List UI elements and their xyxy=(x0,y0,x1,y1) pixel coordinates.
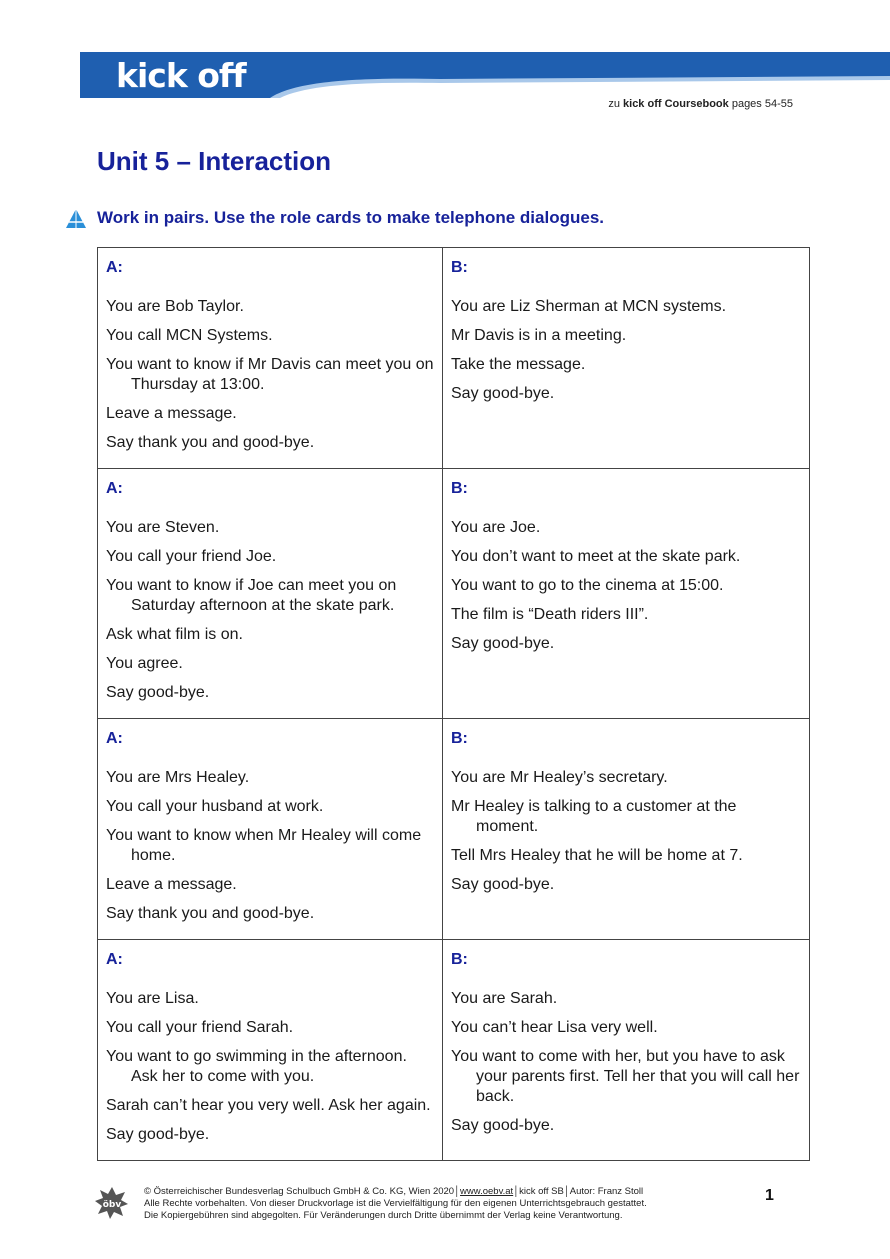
role-instruction: Say thank you and good-bye. xyxy=(106,905,315,922)
role-instruction: You want to come with her, but you have to ask your parents first. Tell her that you will call her back. xyxy=(451,1048,800,1105)
role-instruction: You can’t hear Lisa very well. xyxy=(451,1019,658,1036)
role-instruction: You want to go to the cinema at 15:00. xyxy=(451,577,724,594)
page-number: 1 xyxy=(765,1187,774,1204)
role-label: B: xyxy=(451,480,468,497)
role-card-a xyxy=(98,940,443,1161)
role-instruction: You call your friend Sarah. xyxy=(106,1019,294,1036)
publisher-link[interactable]: www.oebv.at xyxy=(460,1186,514,1197)
card-row xyxy=(98,469,810,719)
role-label: A: xyxy=(106,951,123,968)
role-instruction: Say good-bye. xyxy=(106,1126,210,1143)
card-row xyxy=(98,719,810,940)
role-instruction: You are Lisa. xyxy=(106,990,199,1007)
role-card-a xyxy=(98,248,443,469)
role-label: B: xyxy=(451,730,468,747)
role-card-a xyxy=(98,469,443,719)
svg-text:öbv: öbv xyxy=(102,1200,122,1210)
role-card-b xyxy=(443,469,810,719)
role-instruction: You want to go swimming in the afternoon. Ask her to come with you. xyxy=(106,1048,407,1085)
role-instruction: You want to know when Mr Healey will come home. xyxy=(106,827,422,864)
role-instruction: You are Mr Healey’s secretary. xyxy=(451,769,668,786)
role-instruction: You are Joe. xyxy=(451,519,541,536)
card-row xyxy=(98,940,810,1161)
role-instruction: Sarah can’t hear you very well. Ask her again. xyxy=(106,1097,431,1114)
role-instruction: You are Bob Taylor. xyxy=(106,298,244,315)
role-instruction: Say good-bye. xyxy=(451,1117,555,1134)
role-instruction: Say good-bye. xyxy=(451,876,555,893)
role-label: A: xyxy=(106,480,123,497)
task-instruction: Work in pairs. Use the role cards to make telephone dialogues. xyxy=(97,208,604,227)
role-card-b xyxy=(443,719,810,940)
footer-copyright: © Österreichischer Bundesverlag Schulbuch GmbH & Co. KG, Wien 2020│www.oebv.at│kick off SB│Autor: Franz Stoll Alle Rechte vorbehalten. Von dieser Druckvorlage ist die Vervielfältigung für den eigenen Unterrichtsgebrauch gestattet. Die Kopiergebühren sind abgegolten. Für Veränderungen durch Dritte übernimmt der Verlag keine Verantwortung. xyxy=(144,1186,647,1221)
role-instruction: The film is “Death riders III”. xyxy=(451,606,649,623)
role-instruction: Leave a message. xyxy=(106,405,237,422)
role-instruction: Take the message. xyxy=(451,356,586,373)
role-instruction: Say thank you and good-bye. xyxy=(106,434,315,451)
role-label: A: xyxy=(106,730,123,747)
role-instruction: Say good-bye. xyxy=(451,385,555,402)
role-instruction: You are Sarah. xyxy=(451,990,558,1007)
role-card-a xyxy=(98,719,443,940)
oebv-logo-icon xyxy=(95,1186,129,1220)
role-label: B: xyxy=(451,259,468,276)
role-instruction: You call your husband at work. xyxy=(106,798,324,815)
role-card-b xyxy=(443,940,810,1161)
role-instruction: You want to know if Joe can meet you on Saturday afternoon at the skate park. xyxy=(106,577,397,614)
role-instruction: Say good-bye. xyxy=(106,684,210,701)
role-instruction: Ask what film is on. xyxy=(106,626,243,643)
role-instruction: You are Mrs Healey. xyxy=(106,769,250,786)
role-instruction: Mr Healey is talking to a customer at the moment. xyxy=(451,798,737,835)
page-title: Unit 5 – Interaction xyxy=(97,146,332,176)
coursebook-reference: zu kick off Coursebook pages 54-55 xyxy=(608,98,793,110)
role-instruction: You don’t want to meet at the skate park. xyxy=(451,548,741,565)
role-instruction: You call MCN Systems. xyxy=(106,327,273,344)
role-instruction: You call your friend Joe. xyxy=(106,548,277,565)
role-instruction: Leave a message. xyxy=(106,876,237,893)
triangle-pyramid-icon xyxy=(65,208,87,230)
role-label: B: xyxy=(451,951,468,968)
role-instruction: You are Steven. xyxy=(106,519,220,536)
role-label: A: xyxy=(106,259,123,276)
role-instruction: You agree. xyxy=(106,655,183,672)
card-row xyxy=(98,248,810,469)
role-instruction: You are Liz Sherman at MCN systems. xyxy=(451,298,727,315)
role-instruction: Say good-bye. xyxy=(451,635,555,652)
role-instruction: You want to know if Mr Davis can meet you on Thursday at 13:00. xyxy=(106,356,434,393)
role-instruction: Mr Davis is in a meeting. xyxy=(451,327,627,344)
role-card-b xyxy=(443,248,810,469)
brand-logo: kick off xyxy=(116,56,246,95)
role-cards-table xyxy=(97,247,810,1161)
role-instruction: Tell Mrs Healey that he will be home at 7. xyxy=(451,847,743,864)
